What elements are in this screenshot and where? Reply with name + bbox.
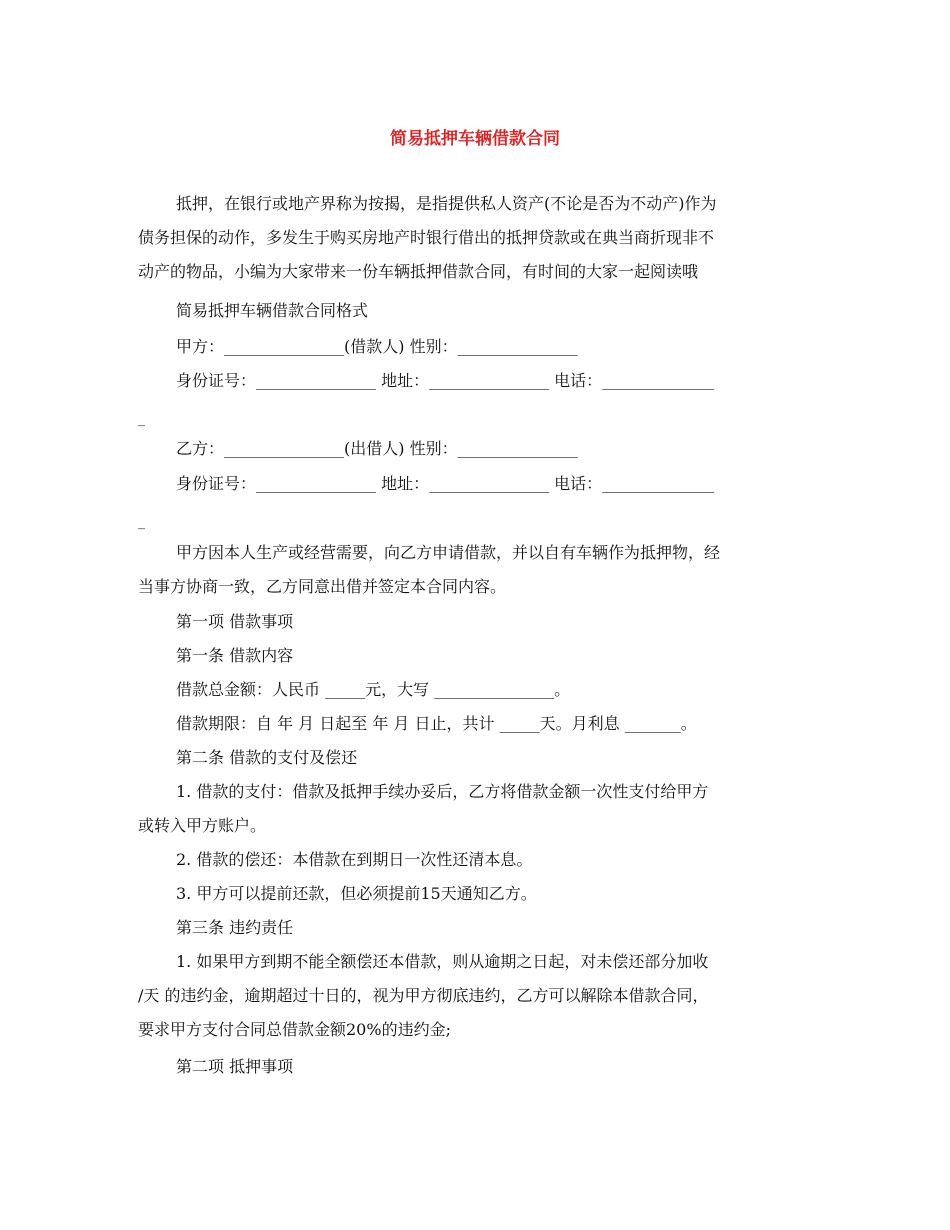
paragraph-line: 动产的物品，小编为大家带来一份车辆抵押借款合同，有时间的大家一起阅读哦: [138, 262, 699, 281]
document-title: 简易抵押车辆借款合同: [390, 129, 560, 149]
section-heading: 简易抵押车辆借款合同格式: [176, 301, 369, 320]
paragraph-line: 债务担保的动作，多发生于购买房地产时银行借出的抵押贷款或在典当商折现非不: [138, 228, 715, 247]
article-heading: 第一条 借款内容: [176, 646, 294, 665]
loan-amount-line: 借款总金额：人民币 _____元，大写 _______________。: [176, 680, 571, 699]
paragraph-line: 抵押，在银行或地产界称为按揭，是指提供私人资产(不论是否为不动产)作为: [176, 194, 717, 213]
line-continuation: _: [138, 411, 145, 427]
section-heading: 第二项 抵押事项: [176, 1057, 294, 1076]
party-b-id-line: 身份证号：_______________ 地址：_______________ 电话：______________: [176, 474, 715, 493]
paragraph-line: /天 的违约金，逾期超过十日的，视为甲方彻底违约，乙方可以解除本借款合同，: [138, 986, 709, 1005]
article-heading: 第二条 借款的支付及偿还: [176, 748, 358, 767]
paragraph-line: 甲方因本人生产或经营需要，向乙方申请借款，并以自有车辆作为抵押物，经: [176, 543, 721, 562]
paragraph-line: 2. 借款的偿还：本借款在到期日一次性还清本息。: [176, 850, 533, 869]
paragraph-line: 或转入甲方账户。: [138, 816, 267, 835]
loan-term-line: 借款期限：自 年 月 日起至 年 月 日止，共计 _____天。月利息 _______。: [176, 714, 697, 733]
party-a-line: 甲方：_______________(借款人) 性别：_______________: [176, 337, 578, 356]
party-b-line: 乙方：_______________(出借人) 性别：_______________: [176, 439, 578, 458]
article-heading: 第三条 违约责任: [176, 918, 294, 937]
paragraph-line: 1. 如果甲方到期不能全额偿还本借款，则从逾期之日起，对未偿还部分加收: [176, 952, 709, 971]
section-heading: 第一项 借款事项: [176, 612, 294, 631]
paragraph-line: 当事方协商一致，乙方同意出借并签定本合同内容。: [138, 577, 507, 596]
paragraph-line: 3. 甲方可以提前还款，但必须提前15天通知乙方。: [176, 884, 537, 903]
paragraph-line: 1. 借款的支付：借款及抵押手续办妥后，乙方将借款金额一次性支付给甲方: [176, 782, 709, 801]
party-a-id-line: 身份证号：_______________ 地址：_______________ 电话：______________: [176, 371, 715, 390]
paragraph-line: 要求甲方支付合同总借款金额20%的违约金;: [138, 1020, 451, 1039]
line-continuation: _: [138, 514, 145, 530]
